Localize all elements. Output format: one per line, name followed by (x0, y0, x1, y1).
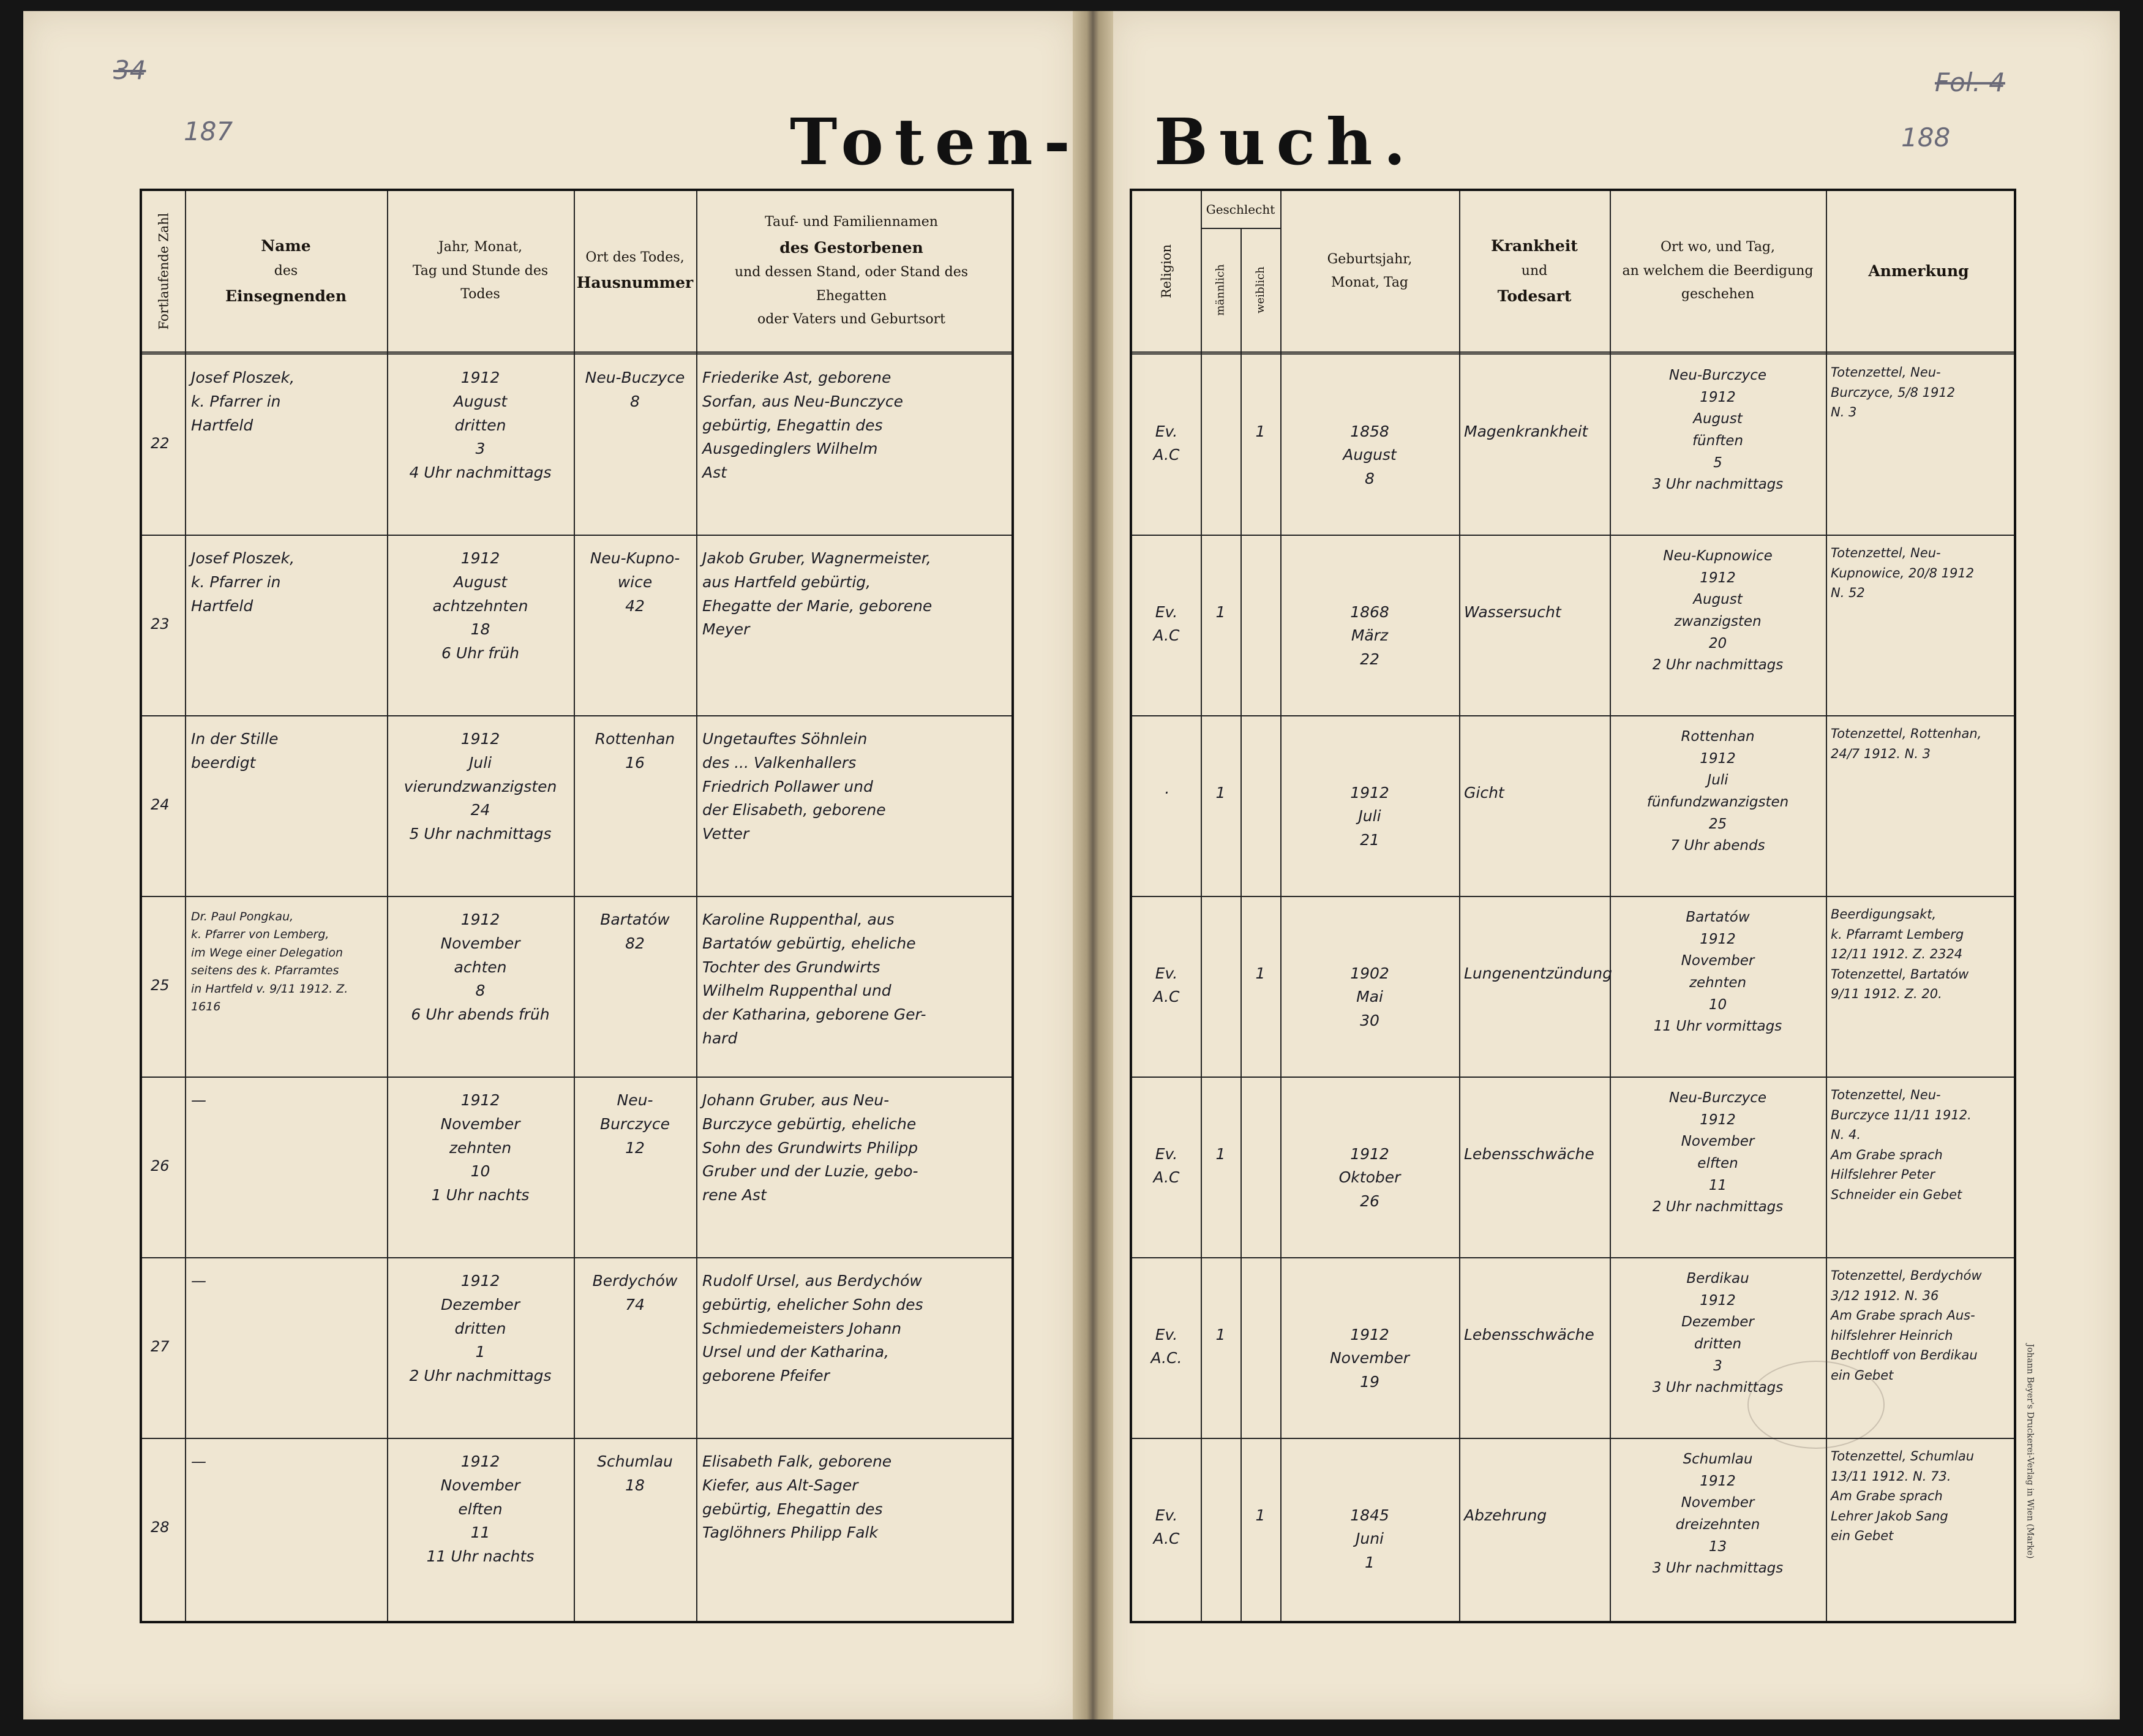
header-number: Fortlaufende Zahl (156, 212, 171, 330)
entry-birth: 1868 März 22 (1350, 603, 1389, 668)
entry-burial: Bartatów 1912 November zehnten 10 11 Uhr vormittags (1653, 909, 1782, 1035)
row-divider (142, 1257, 1011, 1258)
entry-remarks: Totenzettel, Neu- Kupnowice, 20/8 1912 N. 52 (1831, 546, 1975, 601)
entry-religion: Ev. A.C (1153, 1144, 1180, 1187)
book-gutter (1073, 11, 1113, 1719)
entry-officiant: — (191, 1452, 206, 1470)
entry-officiant: Dr. Paul Pongkau, k. Pfarrer von Lemberg, im Wege einer Delegation seitens des k. Pfarramtes in Hartfeld v. 9/11 1912. Z. 1616 (191, 910, 348, 1014)
pencil-folio-left: 187 (184, 116, 233, 146)
entry-names: Ungetauftes Söhnlein des ... Valkenhallers Friedrich Pollawer und der Elisabeth, geborene Vetter (702, 730, 886, 843)
entry-place: Bartatów 82 (600, 911, 670, 952)
entry-number: 28 (151, 1518, 170, 1536)
entry-religion: Ev. A.C (1153, 422, 1180, 464)
entry-burial: Rottenhan 1912 Juli fünfundzwanzigsten 25 7 Uhr abends (1646, 729, 1789, 854)
entry-names: Jakob Gruber, Wagnermeister, aus Hartfeld gebürtig, Ehegatte der Marie, geborene Meyer (702, 549, 933, 639)
row-divider (142, 896, 1011, 897)
entry-names: Karoline Ruppenthal, aus Bartatów gebürtig, eheliche Tochter des Grundwirts Wilhelm Ruppenthal und der Katharina, geborene Ger- hard (702, 911, 926, 1047)
entry-birth: 1845 Juni 1 (1350, 1506, 1389, 1571)
row-divider (142, 1438, 1011, 1439)
entry-remarks: Totenzettel, Berdychów 3/12 1912. N. 36 Am Grabe sprach Aus- hilfslehrer Heinrich Bechtloff von Berdikau ein Gebet (1831, 1268, 1982, 1383)
entry-number: 27 (151, 1337, 170, 1355)
entry-religion: · (1164, 783, 1169, 802)
entry-religion: Ev. A.C. (1150, 1325, 1182, 1367)
row-divider (1132, 715, 2014, 716)
title-right: Buch. (1154, 104, 1417, 179)
entry-names: Rudolf Ursel, aus Berdychów gebürtig, ehelicher Sohn des Schmiedemeisters Johann Ursel und der Katharina, geborene Pfeifer (702, 1272, 923, 1385)
header-sex: Geschlecht (1206, 201, 1275, 217)
header-birth: Geburtsjahr, Monat, Tag (1327, 251, 1413, 290)
entry-place: Neu-Kupno- wice 42 (590, 549, 680, 615)
entry-officiant: Josef Ploszek, k. Pfarrer in Hartfeld (191, 549, 295, 615)
entry-names: Johann Gruber, aus Neu- Burczyce gebürtig, eheliche Sohn des Grundwirts Philipp Gruber und der Luzie, gebo- rene Ast (702, 1091, 918, 1204)
header-religion: Religion (1159, 244, 1174, 298)
entry-illness: Lebensschwäche (1464, 1144, 1594, 1163)
entry-place: Neu-Buczyce 8 (585, 369, 685, 410)
entry-burial: Neu-Kupnowice 1912 August zwanzigsten 20 2 Uhr nachmittags (1652, 548, 1784, 674)
row-divider (1132, 535, 2014, 536)
row-divider (142, 715, 1011, 716)
row-divider (1132, 1077, 2014, 1078)
entry-place: Berdychów 74 (592, 1272, 678, 1313)
entry-birth: 1912 Juli 21 (1350, 783, 1389, 849)
header-officiant: Name des Einsegnenden (225, 237, 347, 306)
row-divider (142, 1077, 1011, 1078)
entry-birth: 1902 Mai 30 (1350, 964, 1389, 1029)
header-date: Jahr, Monat, Tag und Stunde des Todes (412, 239, 549, 302)
entry-date: 1912 Dezember dritten 1 2 Uhr nachmittags (409, 1272, 552, 1385)
entry-illness: Abzehrung (1464, 1506, 1547, 1524)
header-place: Ort des Todes, Hausnummer (576, 249, 694, 292)
header-burial: Ort wo, und Tag, an welchem die Beerdigung geschehen (1622, 239, 1814, 302)
entry-birth: 1858 August 8 (1343, 422, 1397, 487)
pencil-folio-struck: Fol. 4 (1935, 67, 2005, 97)
entry-place: Neu- Burczyce 12 (599, 1091, 670, 1157)
entry-date: 1912 November zehnten 10 1 Uhr nachts (431, 1091, 530, 1204)
entry-illness: Gicht (1464, 783, 1504, 802)
entry-illness: Lungenentzündung (1464, 964, 1612, 982)
entry-illness: Magenkrankheit (1464, 422, 1588, 440)
row-divider (1132, 1257, 2014, 1258)
entry-names: Elisabeth Falk, geborene Kiefer, aus Alt-Sager gebürtig, Ehegattin des Taglöhners Philipp Falk (702, 1452, 892, 1542)
entry-date: 1912 November achten 8 6 Uhr abends früh (411, 911, 550, 1023)
row-divider (1132, 1438, 2014, 1439)
pencil-number-top: 34 (113, 55, 146, 85)
entry-officiant: — (191, 1091, 206, 1109)
entry-burial: Neu-Burczyce 1912 August fünften 5 3 Uhr nachmittags (1652, 367, 1784, 493)
entry-officiant: Josef Ploszek, k. Pfarrer in Hartfeld (191, 369, 295, 434)
header-names: Tauf- und Familiennamen des Gestorbenen und dessen Stand, oder Stand des Ehegatten oder Vaters und Geburtsort (734, 214, 969, 328)
entry-officiant: In der Stille beerdigt (191, 730, 279, 772)
entry-religion: Ev. A.C (1153, 603, 1180, 645)
entry-male: 1 (1215, 603, 1226, 621)
right-ledger-table (1130, 189, 2016, 1623)
entry-date: 1912 Juli vierundzwanzigsten 24 5 Uhr nachmittags (403, 730, 557, 843)
pencil-folio-right: 188 (1901, 122, 1951, 152)
entry-religion: Ev. A.C (1153, 1506, 1180, 1548)
entry-remarks: Totenzettel, Neu- Burczyce 11/11 1912. N. 4. Am Grabe sprach Hilfslehrer Peter Schneider ein Gebet (1831, 1088, 1972, 1202)
row-divider (1132, 896, 2014, 897)
header-illness: Krankheit und Todesart (1491, 237, 1578, 306)
entry-names: Friederike Ast, geborene Sorfan, aus Neu-Bunczyce gebürtig, Ehegattin des Ausgedinglers Wilhelm Ast (702, 369, 904, 481)
entry-remarks: Beerdigungsakt, k. Pfarramt Lemberg 12/11 1912. Z. 2324 Totenzettel, Bartatów 9/11 1912. Z. 20. (1831, 907, 1969, 1002)
entry-illness: Lebensschwäche (1464, 1325, 1594, 1343)
entry-place: Schumlau 18 (597, 1452, 673, 1494)
entry-number: 23 (151, 615, 170, 633)
entry-burial: Neu-Burczyce 1912 November elften 11 2 Uhr nachmittags (1652, 1090, 1784, 1216)
entry-burial: Schumlau 1912 November dreizehnten 13 3 Uhr nachmittags (1652, 1451, 1784, 1577)
header-male: männlich (1214, 263, 1227, 316)
publisher-imprint: Johann Beyer's Druckerei-Verlag in Wien (Marke) (2025, 1343, 2035, 1559)
entry-illness: Wassersucht (1464, 603, 1561, 621)
title-left: Toten- (790, 104, 1081, 179)
row-divider (142, 535, 1011, 536)
entry-number: 25 (151, 976, 170, 994)
entry-number: 24 (151, 795, 170, 813)
entry-remarks: Totenzettel, Neu- Burczyce, 5/8 1912 N. 3 (1831, 365, 1956, 420)
entry-female: 1 (1255, 964, 1266, 982)
entry-religion: Ev. A.C (1153, 964, 1180, 1006)
entry-female: 1 (1255, 422, 1266, 440)
entry-birth: 1912 Oktober 26 (1338, 1144, 1401, 1210)
entry-female: 1 (1255, 1506, 1266, 1524)
entry-burial: Berdikau 1912 Dezember dritten 3 3 Uhr nachmittags (1652, 1271, 1784, 1396)
entry-date: 1912 August dritten 3 4 Uhr nachmittags (409, 369, 552, 481)
entry-number: 26 (151, 1157, 170, 1174)
entry-male: 1 (1215, 1325, 1226, 1343)
entry-date: 1912 August achtzehnten 18 6 Uhr früh (432, 549, 528, 662)
left-ledger-table (140, 189, 1014, 1623)
entry-officiant: — (191, 1272, 206, 1290)
entry-date: 1912 November elften 11 11 Uhr nachts (426, 1452, 535, 1565)
entry-remarks: Totenzettel, Schumlau 13/11 1912. N. 73. Am Grabe sprach Lehrer Jakob Sang ein Gebet (1831, 1449, 1975, 1544)
header-remarks: Anmerkung (1868, 262, 1969, 280)
entry-birth: 1912 November 19 (1329, 1325, 1410, 1391)
entry-place: Rottenhan 16 (595, 730, 675, 772)
header-female: weiblich (1254, 266, 1267, 314)
entry-remarks: Totenzettel, Rottenhan, 24/7 1912. N. 3 (1831, 726, 1982, 761)
entry-male: 1 (1215, 1144, 1226, 1163)
entry-number: 22 (151, 434, 170, 452)
entry-male: 1 (1215, 783, 1226, 802)
